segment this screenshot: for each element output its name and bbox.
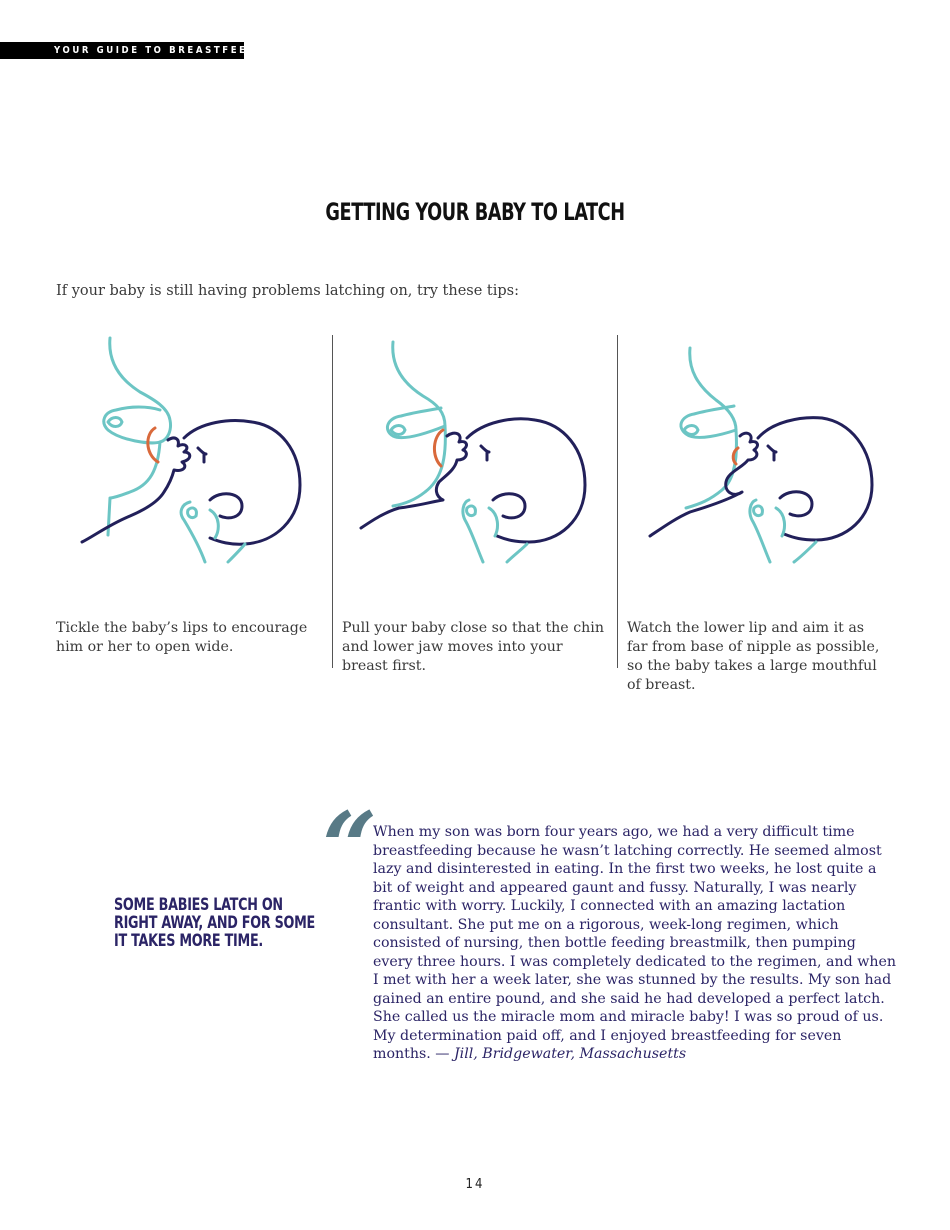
baby-eye [481,446,489,460]
baby-face [361,433,466,528]
step-1-caption: Tickle the baby’s lips to encourage him or her to open wide. [56,620,308,655]
baby-head [184,421,300,545]
latch-step-2-illustration [345,330,605,575]
pull-quote: SOME BABIES LATCH ON RIGHT AWAY, AND FOR SOME IT TAKES MORE TIME. [114,895,316,950]
baby-ear [493,494,525,518]
mother-finger-2 [794,542,816,562]
testimonial-attribution: Jill, Bridgewater, Massachusetts [453,1046,687,1062]
step-2-caption: Pull your baby close so that the chin and lower jaw moves into your breast first. [342,620,604,674]
baby-face [650,433,757,536]
latch-step-1-illustration [60,330,320,575]
step-3-caption: Watch the lower lip and aim it as far from base of nipple as possible, so the baby takes a large mouthful of breast. [627,620,880,693]
baby-eye [768,446,776,460]
column-divider-2 [617,335,618,668]
baby-ear [780,492,812,516]
nipple [148,428,158,462]
finger-nail [188,508,197,518]
quote-mark-icon: “ [322,791,378,904]
page-number: 14 [465,1177,485,1192]
mother-finger-2 [507,544,527,562]
finger-nail [467,506,476,516]
breast-outline [690,348,736,430]
intro-text: If your baby is still having problems latching on, try these tips: [56,283,520,299]
thumb-nail [684,426,698,435]
latch-step-3-illustration [630,330,890,575]
page-title: GETTING YOUR BABY TO LATCH [325,198,625,226]
baby-head [467,419,585,542]
finger-nail [754,506,763,516]
thumb-nail [108,418,122,427]
breast-lower [686,430,736,508]
nipple [434,430,443,466]
section-header-label: YOUR GUIDE TO BREASTFEEDING [0,42,244,59]
baby-eye [198,448,206,462]
baby-head [758,418,872,540]
mother-finger-2 [228,544,245,562]
column-divider-1 [332,335,333,668]
testimonial [373,823,898,1064]
testimonial-body: When my son was born four years ago, we had a very difficult time breastfeeding because he wasn’t latching correctly. He seemed almost lazy and disinterested in eating. In the first two weeks, he lost quite a bit of weight and appeared gaunt and fussy. Naturally, I was nearly frantic with worry. Luckily, I connected with an amazing lactation consultant. She put me on a rigorous, week-long regimen, which consisted of nursing, then bottle feeding breastmilk, then pumping every three hours. I was completely dedicated to the regimen, and when I met with her a week later, she was stunned by the results. My son had gained an entire pound, and she said he had developed a perfect latch. She called us the miracle mom and miracle baby! I was so proud of us. My determination paid off, and I enjoyed breastfeeding for seven months. — [373,824,897,1062]
thumb-nail [391,426,405,435]
